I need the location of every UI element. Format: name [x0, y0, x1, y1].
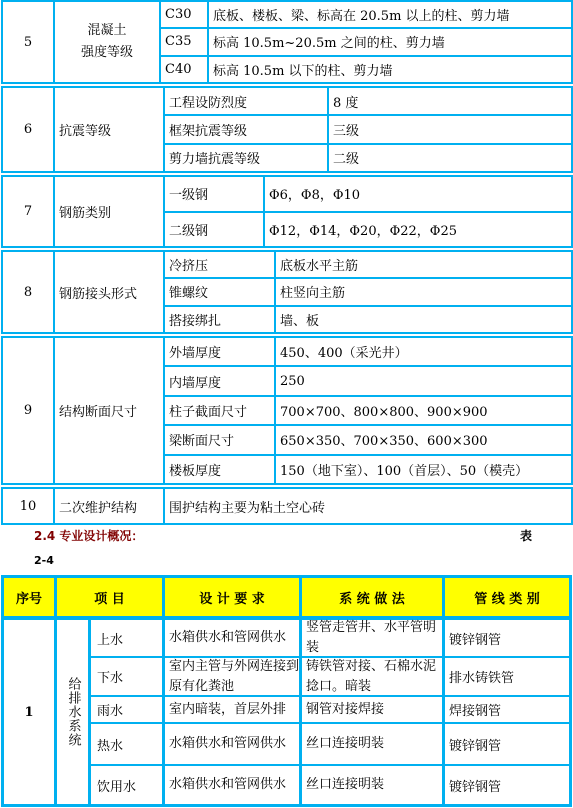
- item-row: [165, 338, 571, 365]
- item-row: [165, 426, 571, 453]
- table-block-6: [1, 86, 573, 173]
- item-value: 150（地下室）、100（首层）、50（模壳）: [276, 456, 571, 483]
- item-value: 700×700、800×800、900×900: [276, 397, 571, 424]
- item-value: 墙、板: [276, 307, 571, 332]
- design-requirement: 水箱供水和管网供水: [165, 766, 299, 804]
- system-method: 丝口连接明装: [302, 724, 442, 764]
- item-label: 外墙厚度: [165, 338, 274, 365]
- row-number: 8: [3, 252, 53, 332]
- group-name: 给排水系统: [57, 620, 88, 804]
- item-row: [165, 213, 571, 247]
- item-label: 二级钢: [165, 213, 263, 247]
- system-method: 丝口连接明装: [302, 766, 442, 804]
- header-2: 项 目: [57, 578, 162, 616]
- item-value: 柱竖向主筋: [276, 279, 571, 304]
- design-requirement: 室内主管与外网连接到原有化粪池: [165, 658, 299, 695]
- row-name: 钢筋类别: [55, 177, 163, 246]
- item-name: 下水: [91, 658, 162, 695]
- item-label: 搭接绑扎: [165, 307, 274, 332]
- row-number: 10: [3, 489, 53, 523]
- item-label: 梁断面尺寸: [165, 426, 274, 453]
- pipe-type: 焊接钢管: [445, 697, 569, 722]
- item-label: 柱子截面尺寸: [165, 397, 274, 424]
- item-row: [165, 367, 571, 394]
- design-overview-table: [1, 575, 572, 807]
- item-label: 内墙厚度: [165, 367, 274, 394]
- item-value: 650×350、700×350、600×300: [276, 426, 571, 453]
- item-row: [161, 57, 571, 82]
- item-label: 剪力墙抗震等级: [165, 145, 327, 171]
- row-number: 5: [3, 2, 53, 82]
- item-label: 一级钢: [165, 177, 263, 211]
- table-block-10: [1, 487, 573, 525]
- row-name: 钢筋接头形式: [55, 252, 163, 332]
- item-row: [165, 145, 571, 171]
- item-label: 楼板厚度: [165, 456, 274, 483]
- item-value: 8 度: [329, 88, 571, 114]
- group-number: 1: [4, 620, 54, 804]
- item-row: [165, 456, 571, 483]
- design-requirement: 水箱供水和管网供水: [165, 620, 299, 656]
- item-row: [165, 279, 571, 304]
- system-method: 钢管对接焊接: [302, 697, 442, 722]
- design-requirement: 水箱供水和管网供水: [165, 724, 299, 764]
- item-row: [165, 252, 571, 277]
- item-row: [161, 29, 571, 54]
- header-3: 设 计 要 求: [165, 578, 299, 616]
- table-block-9: [1, 336, 573, 485]
- item-value: 底板、楼板、梁、标高在 20.5m 以上的柱、剪力墙: [209, 2, 571, 27]
- row-number: 6: [3, 88, 53, 171]
- header-1: 序号: [4, 578, 54, 616]
- pipe-type: 镀锌钢管: [445, 766, 569, 804]
- row-name: 结构断面尺寸: [55, 338, 163, 483]
- item-label: C35: [161, 29, 207, 54]
- item-label: 锥螺纹: [165, 279, 274, 304]
- row-number: 7: [3, 177, 53, 246]
- item-value: 250: [276, 367, 571, 394]
- item-label: 框架抗震等级: [165, 116, 327, 142]
- pipe-type: 镀锌钢管: [445, 620, 569, 656]
- row-name: 二次维护结构: [55, 489, 163, 523]
- item-value: 底板水平主筋: [276, 252, 571, 277]
- table-block-8: [1, 250, 573, 334]
- header-4: 系 统 做 法: [302, 578, 442, 616]
- item-row: [165, 88, 571, 114]
- item-value: 二级: [329, 145, 571, 171]
- item-name: 饮用水: [91, 766, 162, 804]
- table-block-7: [1, 175, 573, 248]
- system-method: 铸铁管对接、石棉水泥捻口。暗装: [302, 658, 442, 695]
- item-name: 雨水: [91, 697, 162, 722]
- item-name: 热水: [91, 724, 162, 764]
- item-label: C40: [161, 57, 207, 82]
- item-row: [165, 307, 571, 332]
- item-row: [165, 397, 571, 424]
- item-row: [165, 116, 571, 142]
- item-value: 标高 10.5m~20.5m 之间的柱、剪力墙: [209, 29, 571, 54]
- item-label: 工程设防烈度: [165, 88, 327, 114]
- item-name: 上水: [91, 620, 162, 656]
- item-value: 标高 10.5m 以下的柱、剪力墙: [209, 57, 571, 82]
- table-number: 2-4: [34, 554, 54, 567]
- pipe-type: 排水铸铁管: [445, 658, 569, 695]
- row-name: 混凝土 强度等级: [55, 2, 159, 82]
- system-method: 竖管走管井、水平管明装: [302, 620, 442, 656]
- pipe-type: 镀锌钢管: [445, 724, 569, 764]
- item-row: [165, 177, 571, 211]
- item-value: 围护结构主要为粘土空心砖: [165, 489, 571, 523]
- item-value: 450、400（采光井）: [276, 338, 571, 365]
- header-5: 管 线 类 别: [445, 578, 569, 616]
- table-block-5: [1, 0, 573, 84]
- item-value: Φ6，Φ8，Φ10: [265, 177, 571, 211]
- design-requirement: 室内暗装，首层外排: [165, 697, 299, 722]
- item-label: 冷挤压: [165, 252, 274, 277]
- item-value: Φ12，Φ14，Φ20，Φ22，Φ25: [265, 213, 571, 247]
- item-row: [161, 2, 571, 27]
- row-name: 抗震等级: [55, 88, 163, 171]
- item-value: 三级: [329, 116, 571, 142]
- item-label: C30: [161, 2, 207, 27]
- item-row: [165, 489, 571, 523]
- table-word: 表: [520, 529, 533, 543]
- section-heading: 2.4 专业设计概况：: [34, 529, 144, 543]
- row-number: 9: [3, 338, 53, 483]
